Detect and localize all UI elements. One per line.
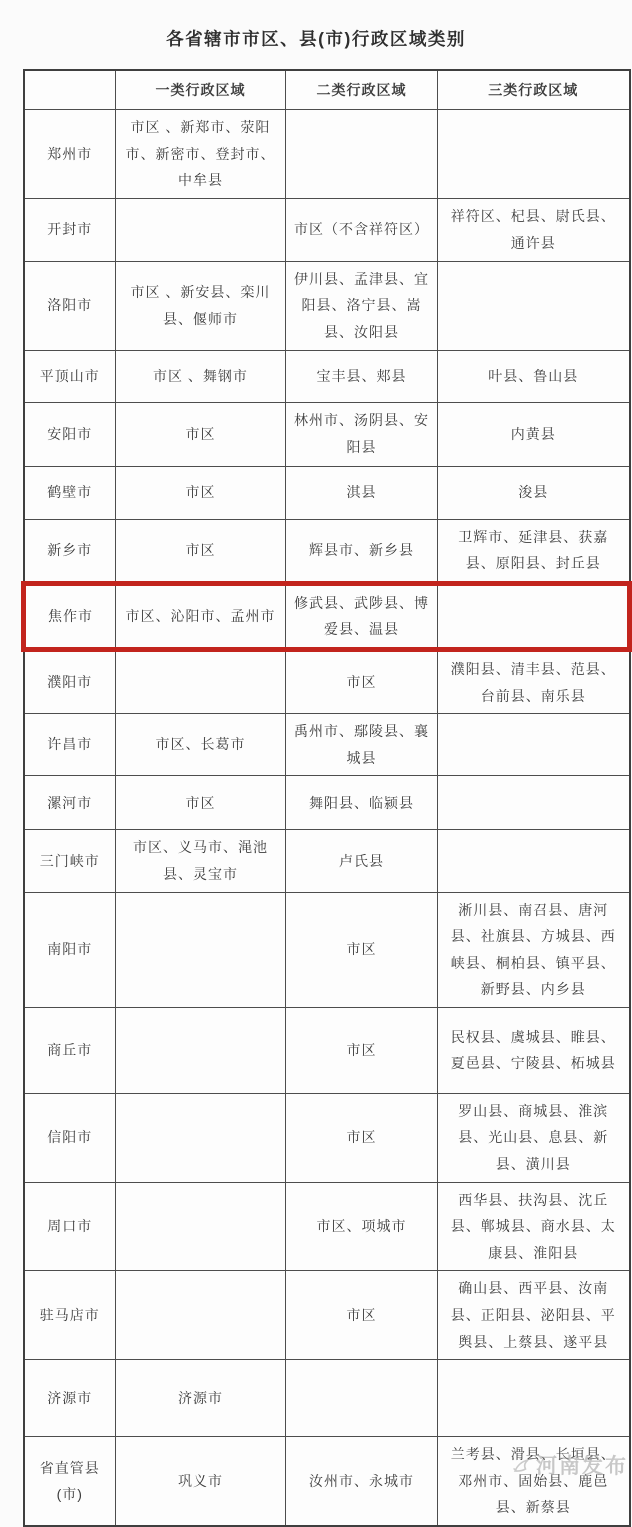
city-cell: 郑州市	[24, 110, 116, 199]
category1-cell: 市区	[116, 776, 286, 830]
city-cell: 鹤壁市	[24, 466, 116, 519]
city-cell: 濮阳市	[24, 649, 116, 713]
table-row	[24, 519, 630, 583]
category3-cell: 民权县、虞城县、睢县、夏邑县、宁陵县、柘城县	[438, 1007, 630, 1093]
table-row	[24, 402, 630, 466]
city-cell: 省直管县(市)	[24, 1437, 116, 1526]
category3-cell: 淅川县、南召县、唐河县、社旗县、方城县、西峡县、桐柏县、镇平县、新野县、内乡县	[438, 892, 630, 1007]
category2-cell: 市区	[286, 1093, 438, 1182]
category1-cell	[116, 1007, 286, 1093]
category3-cell	[438, 583, 630, 649]
category2-cell: 市区	[286, 649, 438, 713]
header-category-1: 一类行政区域	[116, 70, 286, 110]
page-title: 各省辖市市区、县(市)行政区域类别	[166, 29, 466, 49]
table-row	[24, 1437, 630, 1526]
category2-cell: 宝丰县、郏县	[286, 350, 438, 402]
category1-cell: 济源市	[116, 1360, 286, 1437]
category3-cell: 确山县、西平县、汝南县、正阳县、泌阳县、平舆县、上蔡县、遂平县	[438, 1271, 630, 1360]
category2-cell: 淇县	[286, 466, 438, 519]
category3-cell	[438, 261, 630, 350]
table-row	[24, 1271, 630, 1360]
city-cell: 三门峡市	[24, 830, 116, 892]
category1-cell: 市区、义马市、渑池县、灵宝市	[116, 830, 286, 892]
category1-cell: 市区、沁阳市、孟州市	[116, 583, 286, 649]
category3-cell	[438, 1360, 630, 1437]
category1-cell: 市区	[116, 402, 286, 466]
category3-cell: 兰考县、滑县、长垣县、邓州市、固始县、鹿邑县、新蔡县	[438, 1437, 630, 1526]
city-cell: 新乡市	[24, 519, 116, 583]
category2-cell: 伊川县、孟津县、宜阳县、洛宁县、嵩县、汝阳县	[286, 261, 438, 350]
category1-cell	[116, 892, 286, 1007]
category3-cell: 西华县、扶沟县、沈丘县、郸城县、商水县、太康县、淮阳县	[438, 1182, 630, 1271]
category2-cell: 市区	[286, 1007, 438, 1093]
category2-cell	[286, 110, 438, 199]
category1-cell: 市区	[116, 466, 286, 519]
table-row	[24, 1007, 630, 1093]
table-row	[24, 649, 630, 713]
city-cell: 信阳市	[24, 1093, 116, 1182]
category2-cell	[286, 1360, 438, 1437]
city-cell: 洛阳市	[24, 261, 116, 350]
category1-cell: 市区、长葛市	[116, 714, 286, 776]
city-cell: 济源市	[24, 1360, 116, 1437]
category2-cell: 卢氏县	[286, 830, 438, 892]
header-category-3: 三类行政区域	[438, 70, 630, 110]
category2-cell: 禹州市、鄢陵县、襄城县	[286, 714, 438, 776]
city-cell: 焦作市	[24, 583, 116, 649]
table-row	[24, 892, 630, 1007]
city-cell: 南阳市	[24, 892, 116, 1007]
category3-cell	[438, 110, 630, 199]
category3-cell: 内黄县	[438, 402, 630, 466]
category3-cell: 罗山县、商城县、淮滨县、光山县、息县、新县、潢川县	[438, 1093, 630, 1182]
table-row	[24, 1182, 630, 1271]
table-row	[24, 261, 630, 350]
table-row	[24, 1093, 630, 1182]
city-cell: 安阳市	[24, 402, 116, 466]
category2-cell: 修武县、武陟县、博爱县、温县	[286, 583, 438, 649]
category1-cell: 市区 、新安县、栾川县、偃师市	[116, 261, 286, 350]
city-cell: 漯河市	[24, 776, 116, 830]
category1-cell	[116, 1093, 286, 1182]
table-row	[24, 1360, 630, 1437]
city-cell: 平顶山市	[24, 350, 116, 402]
category3-cell	[438, 714, 630, 776]
category3-cell: 卫辉市、延津县、获嘉县、原阳县、封丘县	[438, 519, 630, 583]
category1-cell	[116, 1271, 286, 1360]
category1-cell: 市区 、舞钢市	[116, 350, 286, 402]
watermark-label: 河南发布	[536, 1455, 628, 1478]
page	[0, 26, 632, 1516]
table-row	[24, 714, 630, 776]
category3-cell	[438, 830, 630, 892]
header-category-2: 二类行政区域	[286, 70, 438, 110]
category3-cell	[438, 776, 630, 830]
city-cell: 许昌市	[24, 714, 116, 776]
category2-cell: 市区（不含祥符区）	[286, 198, 438, 261]
table-row	[24, 110, 630, 199]
table-row	[24, 198, 630, 261]
category2-cell: 市区、项城市	[286, 1182, 438, 1271]
header-city-blank	[24, 70, 116, 110]
city-cell: 开封市	[24, 198, 116, 261]
category2-cell: 市区	[286, 892, 438, 1007]
header-row	[24, 70, 630, 110]
category1-cell: 市区 、新郑市、荥阳市、新密市、登封市、中牟县	[116, 110, 286, 199]
category2-cell: 林州市、汤阴县、安阳县	[286, 402, 438, 466]
table-row	[24, 776, 630, 830]
table-row	[24, 350, 630, 402]
region-category-table	[21, 69, 632, 1527]
category3-cell: 祥符区、杞县、尉氏县、通许县	[438, 198, 630, 261]
category2-cell: 舞阳县、临颍县	[286, 776, 438, 830]
category1-cell	[116, 198, 286, 261]
category1-cell	[116, 649, 286, 713]
category2-cell: 汝州市、永城市	[286, 1437, 438, 1526]
category2-cell: 辉县市、新乡县	[286, 519, 438, 583]
category3-cell: 濮阳县、清丰县、范县、台前县、南乐县	[438, 649, 630, 713]
city-cell: 商丘市	[24, 1007, 116, 1093]
category1-cell: 巩义市	[116, 1437, 286, 1526]
table-row	[24, 466, 630, 519]
category1-cell	[116, 1182, 286, 1271]
category3-cell: 叶县、鲁山县	[438, 350, 630, 402]
city-cell: 周口市	[24, 1182, 116, 1271]
category1-cell: 市区	[116, 519, 286, 583]
table-row	[24, 830, 630, 892]
city-cell: 驻马店市	[24, 1271, 116, 1360]
category2-cell: 市区	[286, 1271, 438, 1360]
table-row	[24, 583, 630, 649]
category3-cell: 浚县	[438, 466, 630, 519]
